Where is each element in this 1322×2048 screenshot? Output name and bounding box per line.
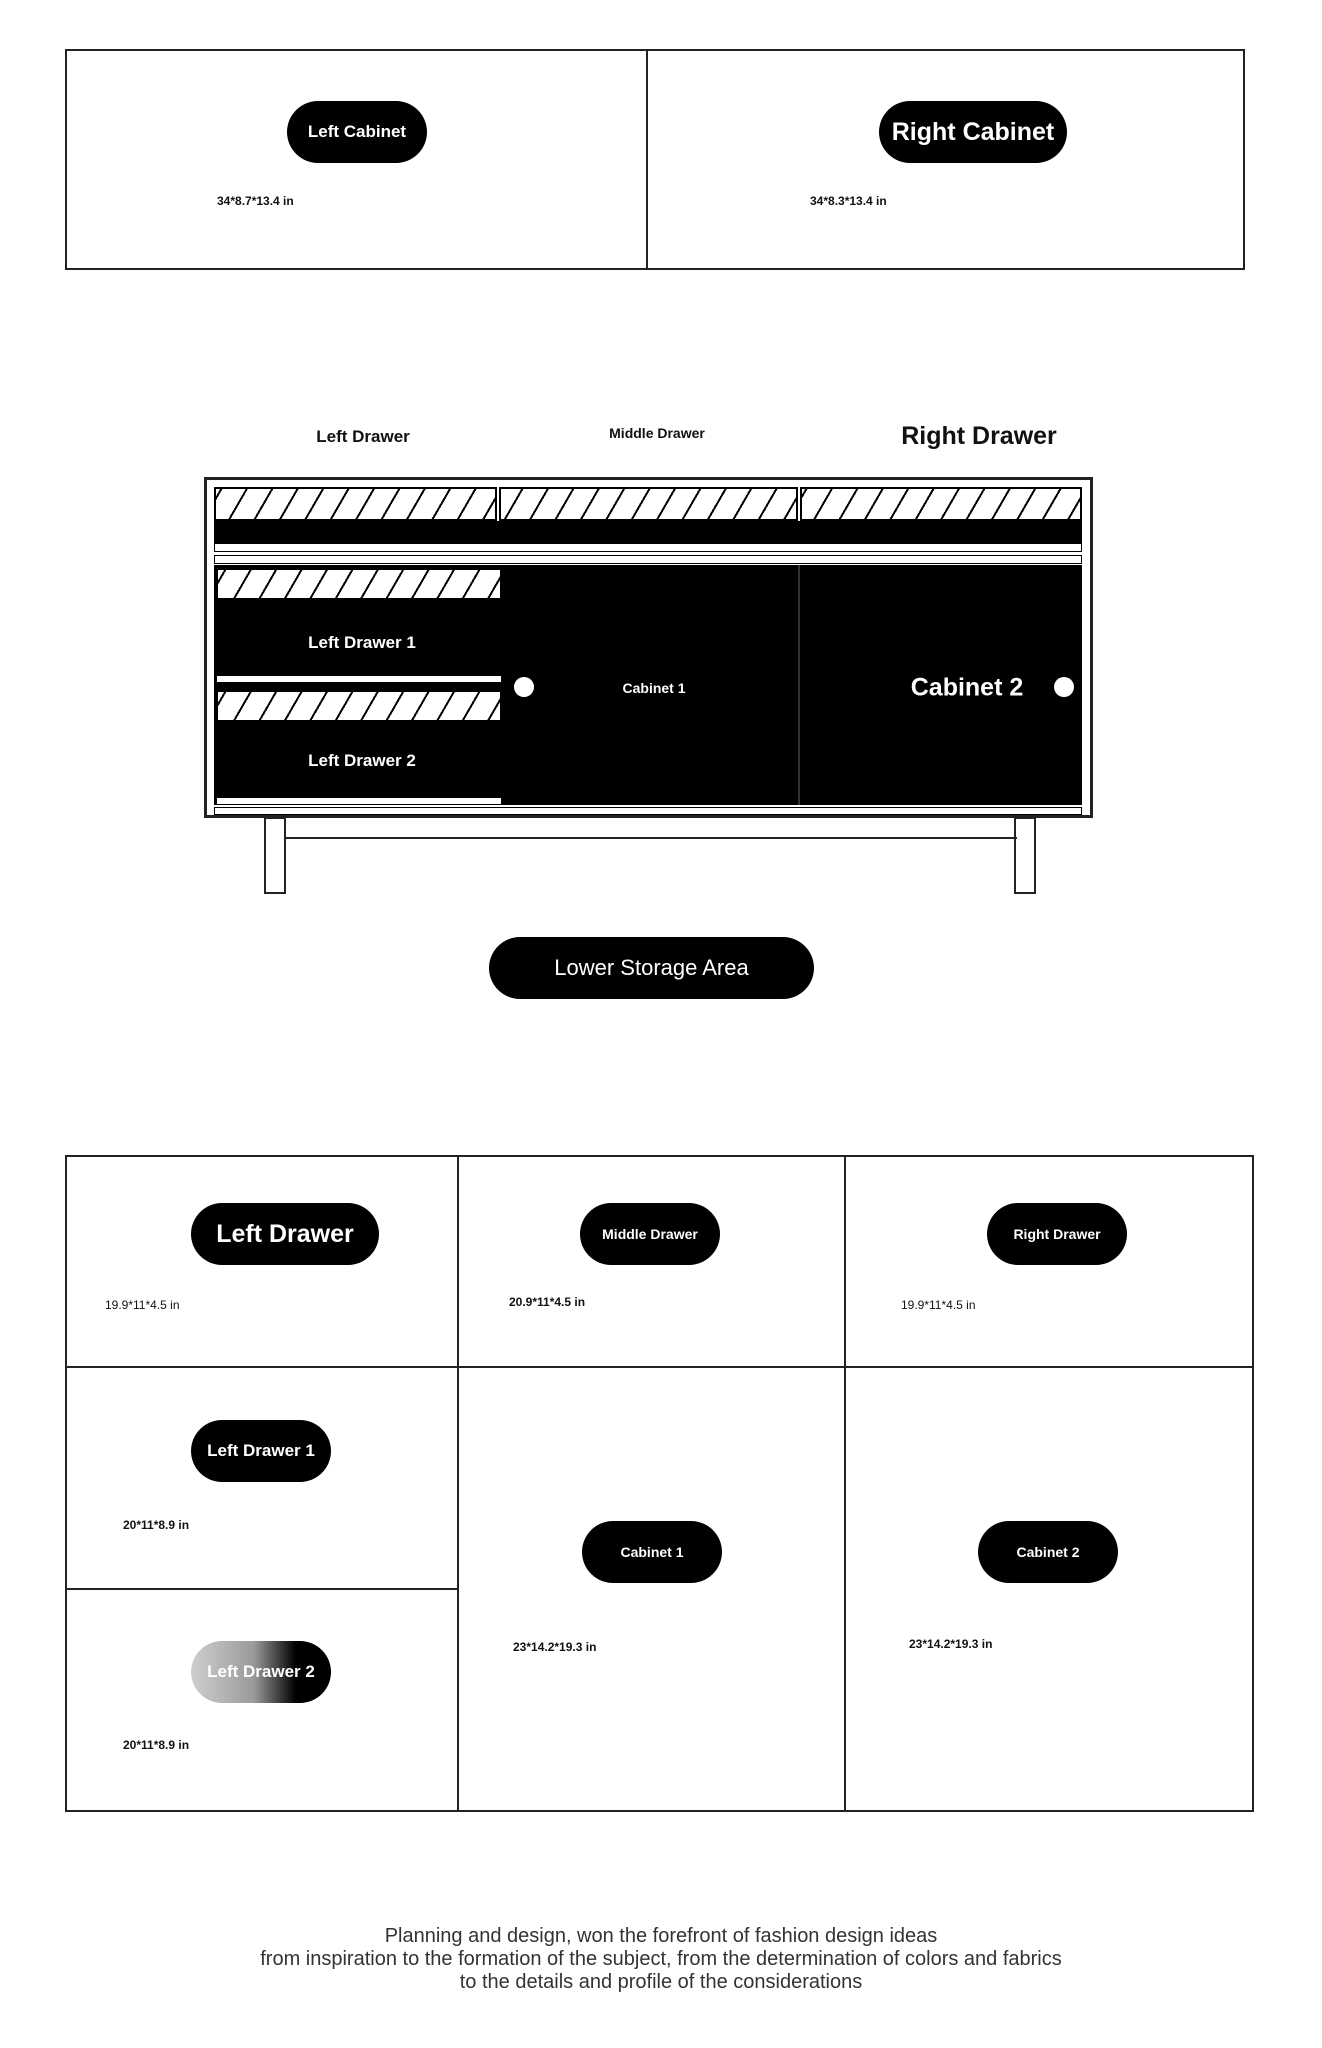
right-leg [1014,817,1036,894]
grid-divider-v2 [844,1155,846,1812]
left-drawer-1-strip [216,675,502,683]
label-right-drawer: Right Drawer [901,422,1057,450]
label-left-drawer: Left Drawer [316,427,410,446]
grid-left-drawer-dimensions: 19.9*11*4.5 in [105,1298,180,1312]
shelf-strip [214,555,1082,564]
grid-cabinet-1-dimensions: 23*14.2*19.3 in [513,1640,597,1654]
left-drawer-2-front [216,690,502,722]
left-drawer-2-label: Left Drawer 2 [308,751,416,770]
grid-divider-v1 [457,1155,459,1812]
grid-left-drawer-1-dimensions: 20*11*8.9 in [123,1518,190,1532]
right-cabinet-title: Right Cabinet [879,101,1067,163]
cabinet-1-label: Cabinet 1 [622,680,686,696]
grid-left-drawer-2-dimensions: 20*11*8.9 in [123,1738,190,1752]
footer-line-2: from inspiration to the formation of the subject, from the determination of colors and fabrics [260,1948,1062,1970]
cabinet-base-strip [214,807,1082,815]
grid-cabinet-2-title: Cabinet 2 [978,1521,1118,1583]
lower-rail [284,837,1017,839]
footer-line-1: Planning and design, won the forefront of fashion design ideas [384,1925,938,1947]
grid-divider-h1 [65,1366,1254,1368]
left-cabinet-title: Left Cabinet [287,101,427,163]
top-drawer-band [214,521,1082,543]
cabinet-2-label: Cabinet 2 [910,673,1024,702]
grid-cabinet-2-dimensions: 23*14.2*19.3 in [909,1637,993,1651]
footer-text [0,1925,1322,1994]
grid-right-drawer-dimensions: 19.9*11*4.5 in [901,1298,976,1312]
right-drawer-front [800,487,1082,521]
grid-cabinet-1-title: Cabinet 1 [582,1521,722,1583]
right-cabinet-dimensions: 34*8.3*13.4 in [810,194,887,208]
label-middle-drawer: Middle Drawer [609,425,705,441]
grid-middle-drawer-title: Middle Drawer [580,1203,720,1265]
grid-left-drawer-1-title: Left Drawer 1 [191,1420,331,1482]
grid-left-drawer-2-title: Left Drawer 2 [191,1641,331,1703]
lower-storage-area-button: Lower Storage Area [489,937,814,999]
cabinet-2-knob [1054,677,1074,697]
cabinet-1-knob [514,677,534,697]
left-drawer-2-strip [216,797,502,805]
grid-left-drawer-title: Left Drawer [191,1203,379,1265]
left-drawer-front [214,487,497,521]
grid-middle-drawer-dimensions: 20.9*11*4.5 in [509,1295,586,1309]
grid-right-drawer-title: Right Drawer [987,1203,1127,1265]
left-drawer-1-front [216,568,502,600]
footer-line-3: to the details and profile of the considerations [459,1971,863,1993]
left-drawer-1-label: Left Drawer 1 [308,633,416,652]
middle-drawer-front [499,487,798,521]
top-drawer-strip [214,543,1082,552]
left-cabinet-dimensions: 34*8.7*13.4 in [217,194,294,208]
grid-divider-h2 [65,1588,458,1590]
left-leg [264,817,286,894]
cabinet-divider [798,565,800,805]
